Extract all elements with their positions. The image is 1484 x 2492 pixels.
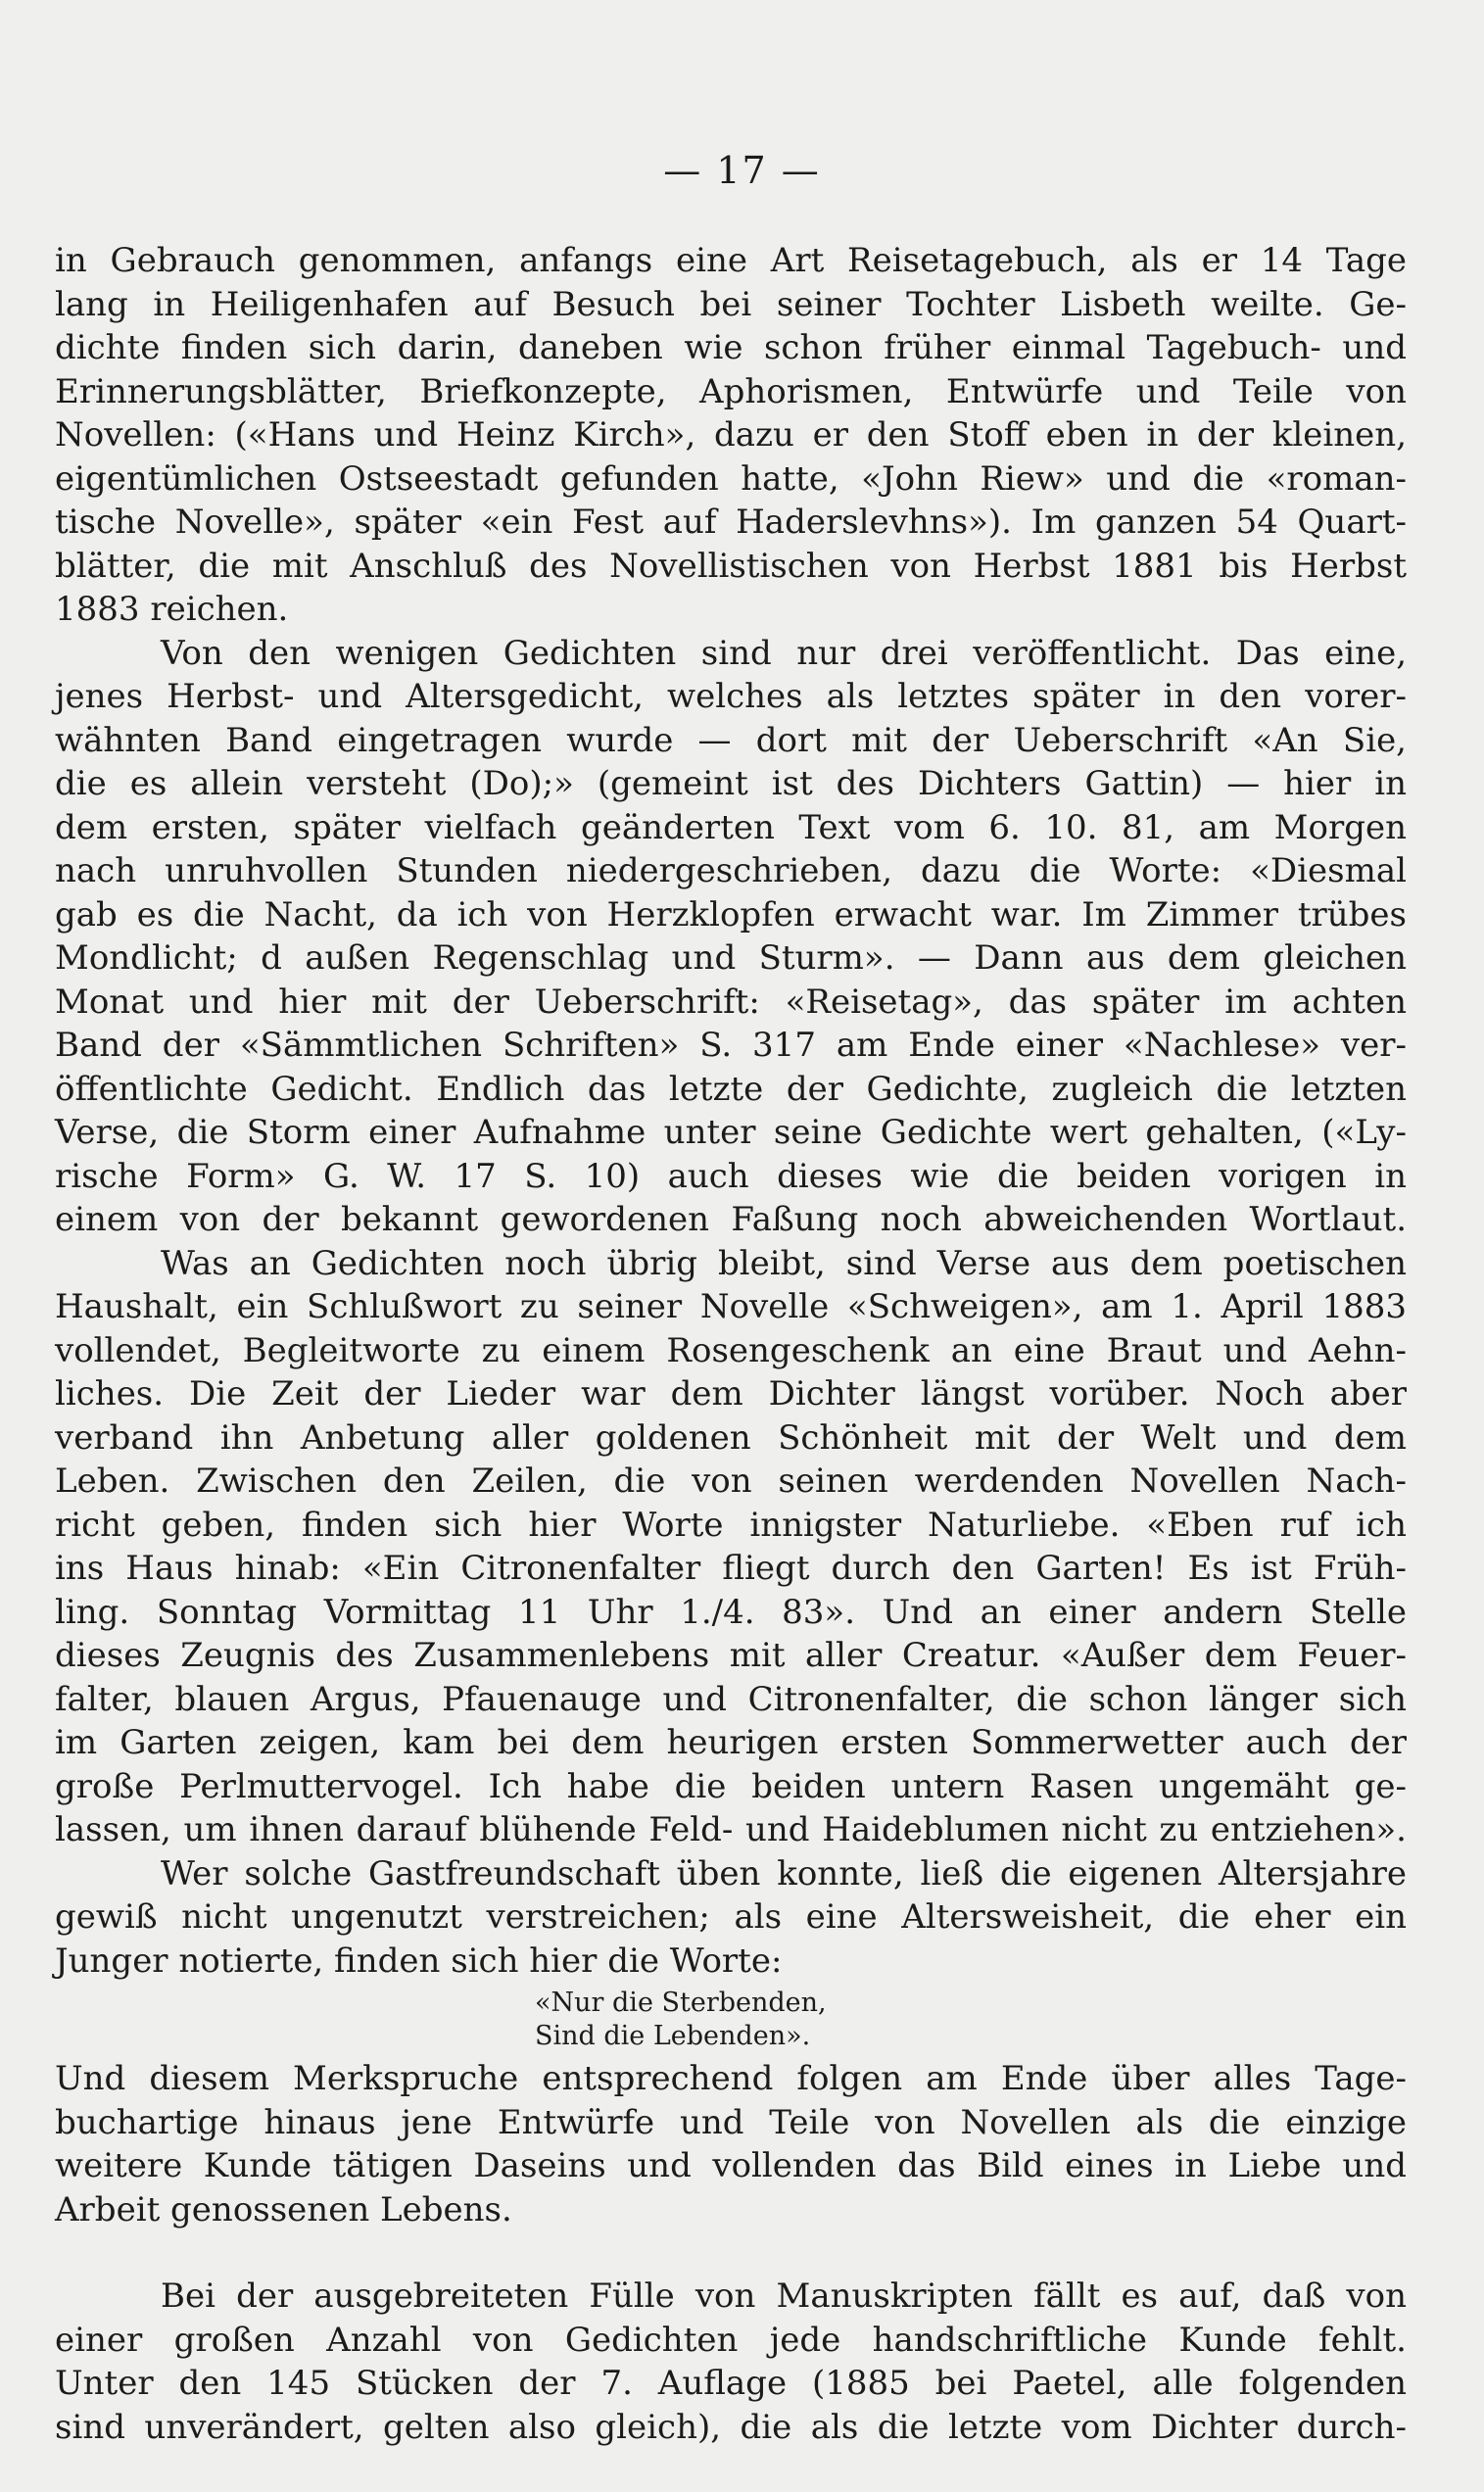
text-line: jenes Herbst- und Altersgedicht, welches als letztes später in den vorer- xyxy=(55,677,1407,716)
text-line: ling. Sonntag Vormittag 11 Uhr 1./4. 83». Und an einer andern Stelle xyxy=(55,1592,1407,1632)
text-line: dieses Zeugnis des Zusammenlebens mit aller Creatur. «Außer dem Feuer- xyxy=(55,1636,1407,1675)
text-line: gab es die Nacht, da ich von Herzklopfen erwacht war. Im Zimmer trübes xyxy=(55,894,1407,934)
text-line: tische Novelle», später «ein Fest auf Haderslevhns»). Im ganzen 54 Quart- xyxy=(55,503,1407,542)
body-text xyxy=(55,239,1407,2449)
paragraph-4 xyxy=(55,1852,1407,1984)
text-line: ins Haus hinab: «Ein Citronenfalter fliegt durch den Garten! Es ist Früh- xyxy=(55,1549,1407,1588)
text-line: blätter, die mit Anschluß des Novellistischen von Herbst 1881 bis Herbst xyxy=(55,546,1407,586)
text-line: Monat und hier mit der Ueberschrift: «Reisetag», das später im achten xyxy=(55,982,1407,1022)
text-line: Von den wenigen Gedichten sind nur drei veröffentlicht. Das eine, xyxy=(161,633,1407,673)
paragraph-5 xyxy=(55,2057,1407,2231)
section-gap xyxy=(55,2231,1407,2275)
text-line: falter, blauen Argus, Pfauenauge und Citronenfalter, die schon länger sich xyxy=(55,1679,1407,1719)
text-line: Wer solche Gastfreundschaft üben konnte, ließ die eigenen Altersjahre xyxy=(161,1853,1407,1893)
block-quote xyxy=(55,1987,1407,2053)
text-line: einer großen Anzahl von Gedichten jede handschriftliche Kunde fehlt. xyxy=(55,2320,1407,2360)
text-line: gewiß nicht ungenutzt verstreichen; als eine Altersweisheit, die eher ein xyxy=(55,1897,1407,1937)
quote-line: «Nur die Sterbenden, xyxy=(535,1988,827,2018)
text-line: Novellen: («Hans und Heinz Kirch», dazu er den Stoff eben in der kleinen, xyxy=(55,415,1407,455)
text-line: Bei der ausgebreiteten Fülle von Manuskripten fällt es auf, daß von xyxy=(161,2276,1407,2316)
text-line: Verse, die Storm einer Aufnahme unter seine Gedichte wert gehalten, («Ly- xyxy=(55,1113,1407,1152)
text-line: liches. Die Zeit der Lieder war dem Dichter längst vorüber. Noch aber xyxy=(55,1374,1407,1414)
quote-line: Sind die Lebenden». xyxy=(535,2021,811,2051)
text-line: nach unruhvollen Stunden niedergeschrieben, dazu die Worte: «Diesmal xyxy=(55,851,1407,890)
text-line: in Gebrauch genommen, anfangs eine Art Reisetagebuch, als er 14 Tage xyxy=(55,241,1407,280)
text-line: Mondlicht; d außen Regenschlag und Sturm». — Dann aus dem gleichen xyxy=(55,938,1407,978)
text-line: Junger notierte, finden sich hier die Worte: xyxy=(55,1941,783,1981)
paragraph-6 xyxy=(55,2275,1407,2449)
text-line: sind unverändert, gelten also gleich), die als die letzte vom Dichter durch- xyxy=(55,2407,1407,2447)
text-line: lassen, um ihnen darauf blühende Feld- und Haideblumen nicht zu entziehen». xyxy=(55,1810,1407,1849)
paragraph-1 xyxy=(55,239,1407,632)
text-line: rische Form» G. W. 17 S. 10) auch dieses wie die beiden vorigen in xyxy=(55,1156,1407,1196)
text-line: große Perlmuttervogel. Ich habe die beiden untern Rasen ungemäht ge- xyxy=(55,1766,1407,1806)
text-line: verband ihn Anbetung aller goldenen Schönheit mit der Welt und dem xyxy=(55,1417,1407,1458)
text-line: Und diesem Merkspruche entsprechend folgen am Ende über alles Tage- xyxy=(55,2059,1407,2098)
paragraph-2 xyxy=(55,632,1407,1242)
text-line: die es allein versteht (Do);» (gemeint ist des Dichters Gattin) — hier in xyxy=(55,764,1407,803)
text-line: 1883 reichen. xyxy=(55,590,289,629)
text-line: weitere Kunde tätigen Daseins und vollenden das Bild eines in Liebe und xyxy=(55,2146,1407,2185)
text-line: wähnten Band eingetragen wurde — dort mit der Ueberschrift «An Sie, xyxy=(55,720,1407,760)
text-line: eigentümlichen Ostseestadt gefunden hatte, «John Riew» und die «roman- xyxy=(55,458,1407,499)
text-line: Band der «Sämmtlichen Schriften» S. 317 am Ende einer «Nachlese» ver- xyxy=(55,1026,1407,1065)
text-line: Was an Gedichten noch übrig bleibt, sind Verse aus dem poetischen xyxy=(161,1243,1407,1283)
text-line: Unter den 145 Stücken der 7. Auflage (1885 bei Paetel, alle folgenden xyxy=(55,2364,1407,2403)
text-line: Haushalt, ein Schlußwort zu seiner Novelle «Schweigen», am 1. April 1883 xyxy=(55,1287,1407,1326)
text-line: Erinnerungsblätter, Briefkonzepte, Aphorismen, Entwürfe und Teile von xyxy=(55,371,1407,411)
text-line: Arbeit genossenen Lebens. xyxy=(55,2189,512,2229)
text-line: buchartige hinaus jene Entwürfe und Teile von Novellen als die einzige xyxy=(55,2102,1407,2142)
text-line: dem ersten, später vielfach geänderten Text vom 6. 10. 81, am Morgen xyxy=(55,807,1407,847)
text-line: im Garten zeigen, kam bei dem heurigen ersten Sommerwetter auch der xyxy=(55,1723,1407,1762)
text-line: öffentlichte Gedicht. Endlich das letzte der Gedichte, zugleich die letzten xyxy=(55,1069,1407,1109)
page-number: — 17 — xyxy=(663,149,821,192)
paragraph-3 xyxy=(55,1242,1407,1852)
text-line: Leben. Zwischen den Zeilen, die von seinen werdenden Novellen Nach- xyxy=(55,1462,1407,1501)
text-line: richt geben, finden sich hier Worte innigster Naturliebe. «Eben ruf ich xyxy=(55,1505,1407,1545)
text-line: lang in Heiligenhafen auf Besuch bei seiner Tochter Lisbeth weilte. Ge- xyxy=(55,284,1407,324)
text-line: vollendet, Begleitworte zu einem Rosengeschenk an eine Braut und Aehn- xyxy=(55,1330,1407,1370)
text-line: dichte finden sich darin, daneben wie schon früher einmal Tagebuch- und xyxy=(55,328,1407,367)
text-line: einem von der bekannt gewordenen Faßung noch abweichenden Wortlaut. xyxy=(55,1200,1407,1239)
